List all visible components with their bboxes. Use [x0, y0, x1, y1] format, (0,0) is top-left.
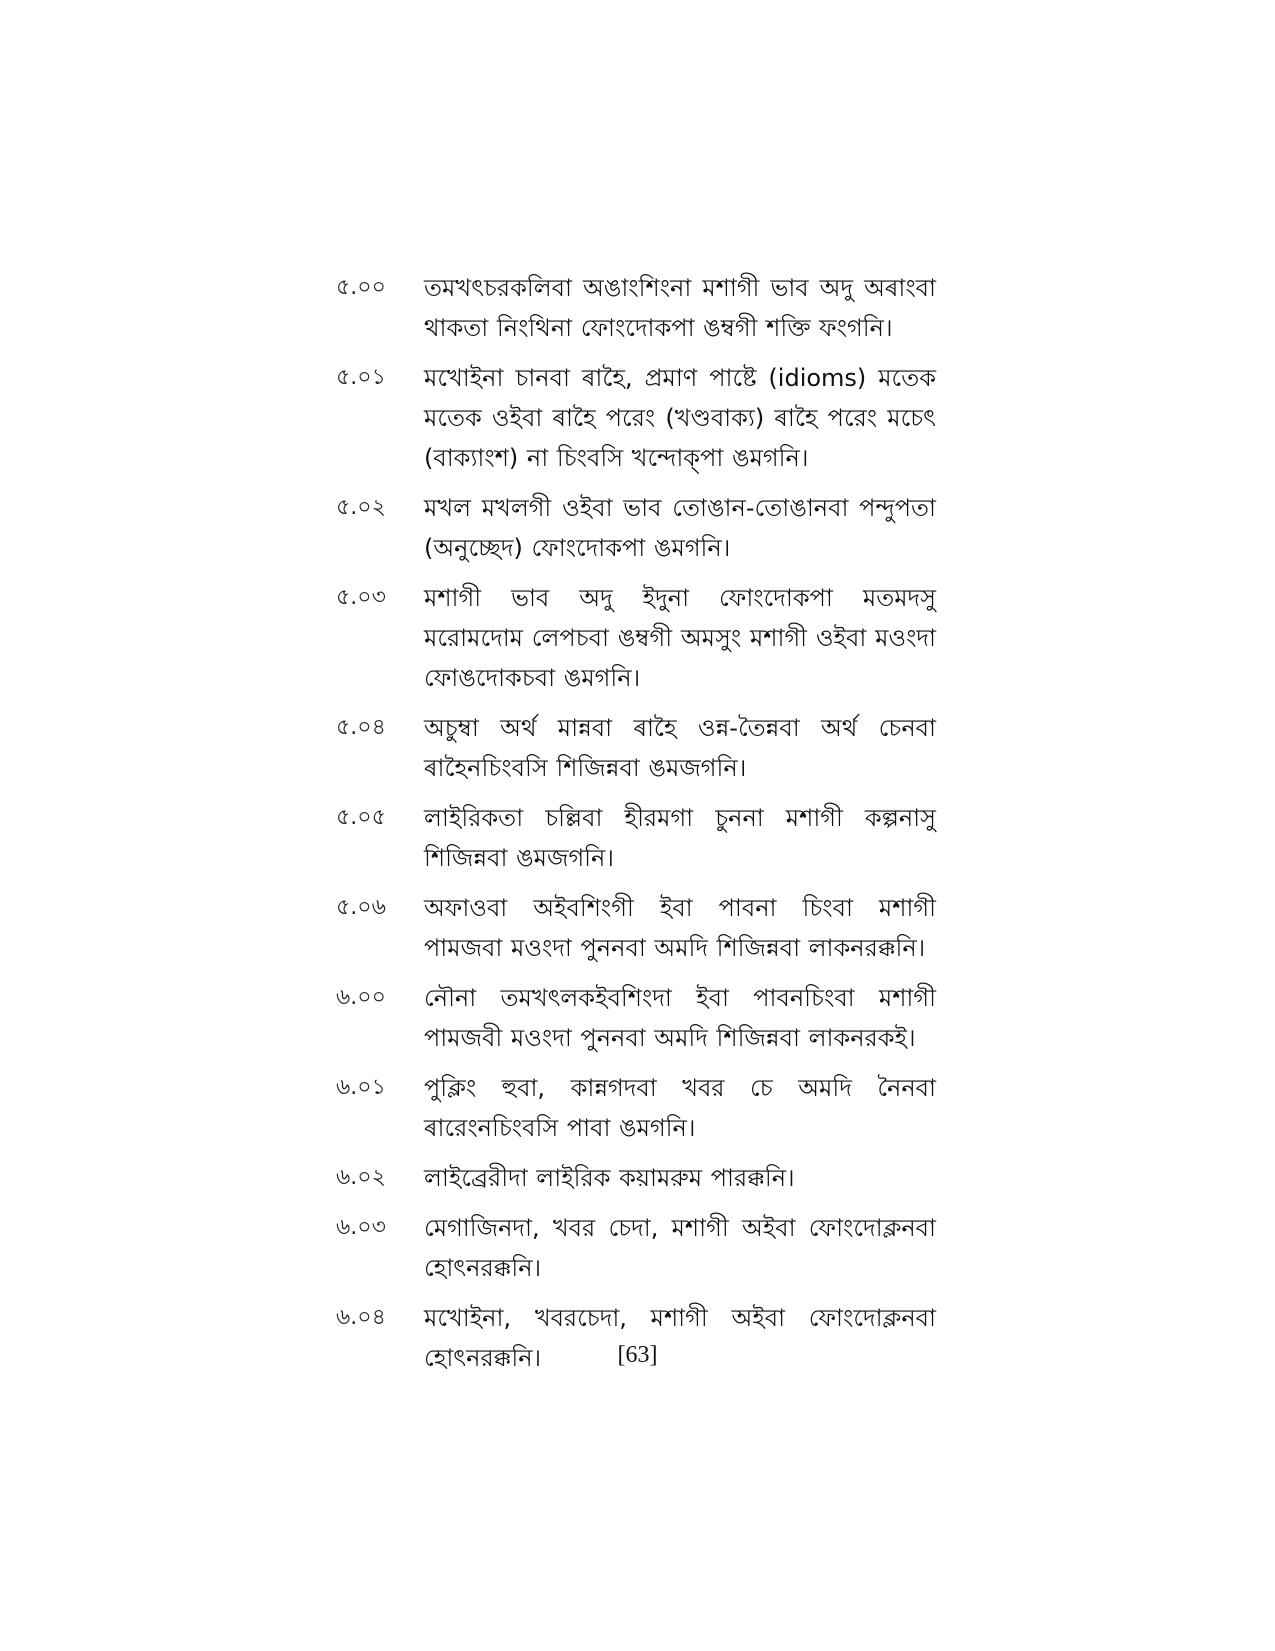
- item-number: ৫.০৪: [336, 715, 386, 740]
- item-text: অচুম্বা অর্থ মান্নবা ৰাহৈ ওন্ন-তৈন্নবা অর্থ চেনবা ৰাহৈনচিংবসি শিজিন্নবা ঙমজগনি।: [424, 714, 936, 782]
- item-number: ৫.০৩: [336, 585, 386, 610]
- numbered-list: [336, 268, 936, 1388]
- list-item: [336, 708, 936, 788]
- item-number: ৫.০১: [336, 365, 386, 390]
- item-number: ৬.০০: [336, 985, 386, 1010]
- item-number: ৬.০৩: [336, 1215, 386, 1240]
- list-item: [336, 268, 936, 348]
- item-text: লাইব্রেরীদা লাইরিক কয়ামরুম পারক্কনি।: [424, 1164, 795, 1192]
- item-number: ৫.০৬: [336, 895, 386, 920]
- list-item: [336, 488, 936, 568]
- item-text: অফাওবা অইবশিংগী ইবা পাবনা চিংবা মশাগী পামজবা মওংদা পুননবা অমদি শিজিন্নবা লাকনরক্কনি।: [424, 894, 936, 962]
- item-text: মখোইনা চানবা ৰাহৈ, প্রমাণ পাষ্টে (idioms) মতেক মতেক ওইবা ৰাহৈ পরেং (খণ্ডবাক্য) ৰাহৈ পরেং মচেৎ (বাক্যাংশ) না চিংবসি খন্দোক্পা ঙমগনি।: [424, 364, 936, 472]
- item-number: ৬.০১: [336, 1075, 386, 1100]
- list-item: [336, 888, 936, 968]
- list-item: [336, 578, 936, 698]
- item-text: পুক্লিং হুবা, কান্নগদবা খবর চে অমদি নৈনবা ৰারেংনচিংবসি পাবা ঙমগনি।: [424, 1074, 936, 1142]
- list-item: [336, 978, 936, 1058]
- item-text: তমখৎচরকলিবা অঙাংশিংনা মশাগী ভাব অদু অৰাংবা থাকতা নিংথিনা ফোংদোকপা ঙম্বগী শক্তি ফংগনি।: [424, 274, 936, 342]
- item-text: মেগাজিনদা, খবর চেদা, মশাগী অইবা ফোংদোক্লনবা হোৎনরক্কনি।: [424, 1214, 936, 1282]
- list-item: [336, 798, 936, 878]
- item-number: ৬.০২: [336, 1165, 386, 1190]
- item-text: লাইরিকতা চল্লিবা হীরমগা চুননা মশাগী কল্পনাসু শিজিন্নবা ঙমজগনি।: [424, 804, 936, 872]
- list-item: [336, 1158, 936, 1198]
- page-number: [63]: [617, 1342, 658, 1368]
- item-text: নৌনা তমখৎলকইবশিংদা ইবা পাবনচিংবা মশাগী পামজবী মওংদা পুননবা অমদি শিজিন্নবা লাকনরকই।: [424, 984, 936, 1052]
- item-number: ৫.০২: [336, 495, 386, 520]
- list-item: [336, 358, 936, 478]
- item-text: মশাগী ভাব অদু ইদুনা ফোংদোকপা মতমদসু মরোমদোম লেপচবা ঙম্বগী অমসুং মশাগী ওইবা মওংদা ফোঙদোকচবা ঙমগনি।: [424, 584, 936, 692]
- list-item: [336, 1208, 936, 1288]
- item-number: ৬.০৪: [336, 1305, 386, 1330]
- item-text: মখোইনা, খবরচেদা, মশাগী অইবা ফোংদোক্লনবা হোৎনরক্কনি।: [424, 1304, 936, 1372]
- item-text: মখল মখলগী ওইবা ভাব তোঙান-তোঙানবা পন্দুপতা (অনুচ্ছেদ) ফোংদোকপা ঙমগনি।: [424, 494, 936, 562]
- item-number: ৫.০০: [336, 275, 386, 300]
- item-number: ৫.০৫: [336, 805, 386, 830]
- list-item: [336, 1068, 936, 1148]
